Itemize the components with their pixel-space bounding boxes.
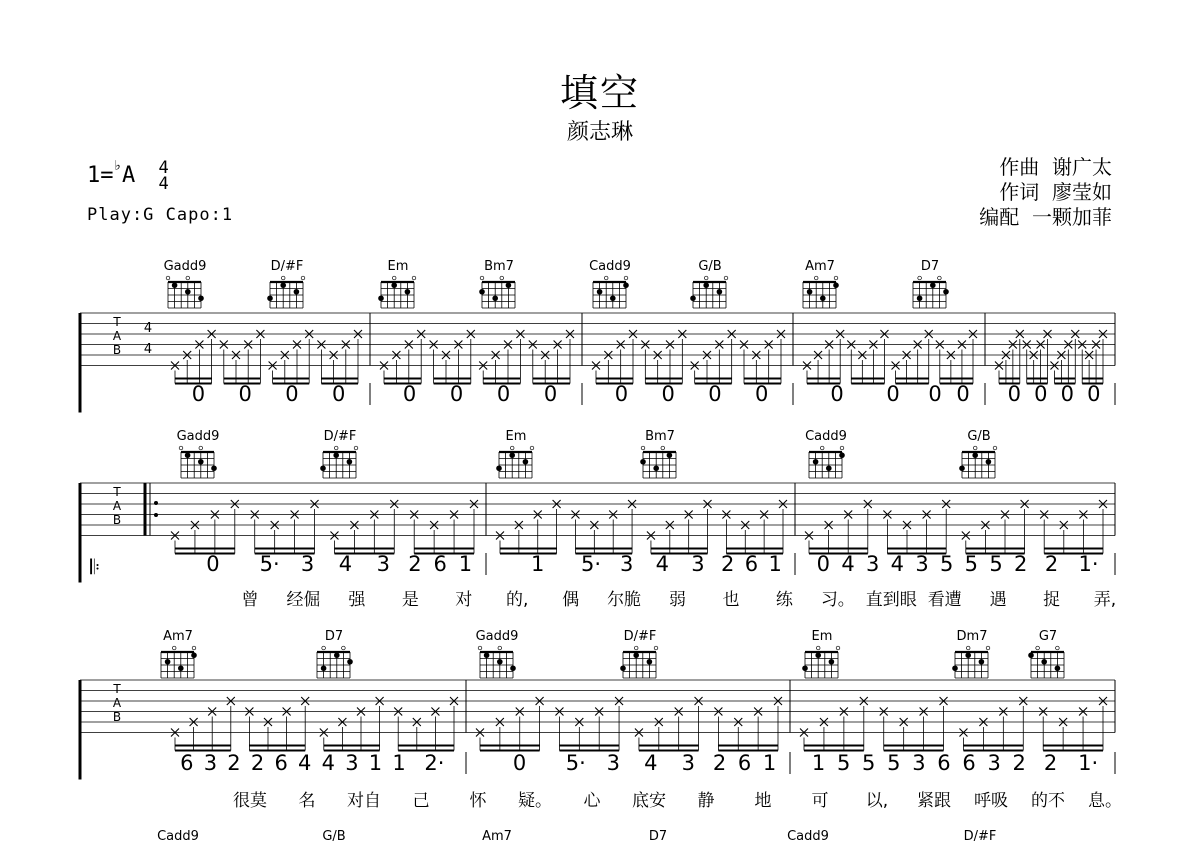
lyric-word: 的不 bbox=[1031, 791, 1065, 811]
numeric-note: 4 bbox=[841, 552, 855, 576]
chord-diagram bbox=[267, 259, 305, 308]
chord-dot bbox=[813, 459, 819, 465]
chord-diagram bbox=[378, 259, 416, 308]
chord-diagram bbox=[952, 629, 990, 678]
chord-diagram bbox=[913, 259, 949, 308]
open-string-mark bbox=[604, 276, 608, 280]
numeric-note: 1 bbox=[762, 751, 777, 775]
open-string-mark bbox=[281, 276, 285, 280]
chord-dot bbox=[497, 659, 503, 665]
numeric-note: 3 bbox=[987, 751, 1001, 775]
numeric-note: 5 bbox=[939, 552, 954, 576]
chord-dot bbox=[820, 295, 826, 301]
composer-credit: 作曲 谢广太 bbox=[999, 155, 1112, 179]
repeat-dot bbox=[154, 513, 158, 517]
chord-dot bbox=[943, 289, 949, 295]
numeric-note: 4 bbox=[655, 552, 669, 576]
open-string-mark bbox=[480, 276, 484, 280]
chord-name: G/B bbox=[322, 829, 346, 844]
chord-diagram bbox=[496, 429, 534, 478]
numeric-note: 2 bbox=[408, 552, 422, 576]
lyric-word: 己 bbox=[412, 791, 430, 811]
chord-dot bbox=[178, 665, 184, 671]
artist-name: 颜志琳 bbox=[566, 120, 633, 145]
numeric-note: 0 bbox=[708, 382, 722, 406]
chord-dot bbox=[347, 659, 353, 665]
open-string-mark bbox=[966, 646, 970, 650]
lyric-word: 习。 bbox=[820, 590, 855, 610]
numeric-note: 6 bbox=[937, 751, 951, 775]
chord-diagram bbox=[802, 629, 840, 678]
chord-dot bbox=[211, 465, 217, 471]
chord-dot bbox=[391, 282, 397, 288]
chord-name: G7 bbox=[1038, 629, 1058, 644]
lyric-word: 怀 bbox=[469, 791, 487, 811]
open-string-mark bbox=[654, 646, 658, 650]
chord-dot bbox=[829, 659, 835, 665]
chord-dot bbox=[333, 452, 339, 458]
numeric-note: 5 bbox=[964, 552, 979, 576]
chord-dot bbox=[334, 652, 340, 658]
chord-diagram bbox=[177, 429, 220, 478]
chord-dot bbox=[484, 652, 490, 658]
lyric-word: 紧跟 bbox=[917, 791, 951, 811]
chord-dot bbox=[280, 282, 286, 288]
chord-dot bbox=[597, 289, 603, 295]
numeric-note: 6 bbox=[274, 751, 288, 775]
chord-name: Am7 bbox=[805, 259, 835, 274]
tab-clef-letter: A bbox=[112, 499, 122, 513]
chord-dot bbox=[717, 289, 723, 295]
open-string-mark bbox=[301, 276, 305, 280]
numeric-note: 0 bbox=[614, 382, 629, 406]
numeric-note: 2 bbox=[250, 751, 265, 775]
numeric-note: 2 bbox=[1043, 751, 1058, 775]
chord-dot bbox=[959, 465, 965, 471]
tab-clef-letter: T bbox=[113, 485, 121, 499]
numeric-note: 3 bbox=[620, 552, 634, 576]
numeric-note: 1 bbox=[368, 751, 383, 775]
chord-diagram bbox=[479, 259, 515, 308]
numeric-note: 2 bbox=[712, 751, 727, 775]
numeric-note: 2 bbox=[720, 552, 735, 576]
chord-dot bbox=[165, 659, 171, 665]
numeric-note: 0 bbox=[886, 382, 900, 406]
time-denominator: 4 bbox=[158, 174, 169, 194]
tab-clef-letter: B bbox=[112, 710, 122, 724]
open-string-mark bbox=[530, 446, 534, 450]
chord-dot bbox=[690, 295, 696, 301]
chord-dot bbox=[1028, 652, 1034, 658]
chord-dot bbox=[952, 665, 958, 671]
lyric-word: 尔脆 bbox=[607, 590, 642, 610]
numeric-note: 4 bbox=[644, 751, 658, 775]
chord-name: Bm7 bbox=[484, 259, 514, 274]
lyric-word: 很莫 bbox=[233, 791, 267, 811]
chord-diagram bbox=[1028, 629, 1064, 678]
lyric-word: 呼吸 bbox=[974, 791, 1008, 811]
time-numerator: 4 bbox=[158, 158, 169, 178]
open-string-mark bbox=[392, 276, 396, 280]
numeric-note: 1 bbox=[392, 751, 406, 775]
open-string-mark bbox=[1056, 646, 1060, 650]
chord-diagram bbox=[317, 629, 353, 678]
open-string-mark bbox=[412, 276, 416, 280]
lyric-word: 偶 bbox=[562, 590, 580, 610]
open-string-mark bbox=[1036, 646, 1040, 650]
open-string-mark bbox=[172, 646, 176, 650]
lyric-word: 可 bbox=[811, 791, 829, 811]
open-string-mark bbox=[322, 646, 326, 650]
chord-dot bbox=[509, 452, 515, 458]
numeric-note: 2 bbox=[1012, 751, 1026, 775]
tab-time-bottom: 4 bbox=[143, 342, 153, 357]
numeric-note: 5 bbox=[989, 552, 1003, 576]
chord-dot bbox=[979, 659, 985, 665]
chord-dot bbox=[320, 465, 326, 471]
key-note: A bbox=[121, 163, 136, 188]
numeric-note: 3 bbox=[203, 751, 218, 775]
lyric-word: 静 bbox=[697, 791, 715, 811]
chord-diagram bbox=[620, 629, 658, 678]
lyric-word: 看遭 bbox=[927, 590, 962, 610]
numeric-note: 0 bbox=[331, 382, 346, 406]
chord-name: Cadd9 bbox=[589, 259, 631, 274]
chord-name: Cadd9 bbox=[157, 829, 199, 844]
open-string-mark bbox=[814, 276, 818, 280]
chord-name: G/B bbox=[698, 259, 722, 274]
chord-name: D7 bbox=[920, 259, 940, 274]
chord-dot bbox=[815, 652, 821, 658]
numeric-note: 4 bbox=[298, 751, 312, 775]
flat-sign: ♭ bbox=[113, 158, 122, 174]
chord-dot bbox=[640, 459, 646, 465]
chord-dot bbox=[972, 452, 978, 458]
lyric-word: 遇 bbox=[989, 590, 1007, 610]
numeric-note: 4 bbox=[338, 552, 353, 576]
play-capo-info: Play:G Capo:1 bbox=[87, 205, 234, 225]
chord-dot bbox=[917, 295, 923, 301]
lyric-word: 强 bbox=[348, 590, 366, 610]
tab-clef-letter: B bbox=[112, 513, 122, 527]
numeric-note: 3 bbox=[691, 552, 705, 576]
chord-dot bbox=[172, 282, 178, 288]
chord-diagram bbox=[164, 259, 207, 308]
numeric-note: 5 bbox=[836, 751, 851, 775]
chord-dot bbox=[833, 282, 839, 288]
chord-name: Gadd9 bbox=[176, 429, 220, 444]
open-string-mark bbox=[918, 276, 922, 280]
chord-diagram bbox=[161, 629, 197, 678]
numeric-note: 0 bbox=[512, 751, 527, 775]
numeric-note: 0 bbox=[1034, 382, 1048, 406]
lyric-word: 对 bbox=[455, 590, 473, 610]
numeric-note: 0 bbox=[754, 382, 769, 406]
chord-name: G/B bbox=[967, 429, 991, 444]
numeric-note: 0 bbox=[206, 552, 220, 576]
numeric-note: 6 bbox=[180, 751, 194, 775]
chord-dot bbox=[667, 452, 673, 458]
chord-dot bbox=[294, 289, 300, 295]
numeric-note: 0 bbox=[543, 382, 558, 406]
chord-dot bbox=[523, 459, 529, 465]
lyric-word: 是 bbox=[401, 590, 419, 610]
numeric-note: 5 bbox=[887, 751, 901, 775]
repeat-dot bbox=[154, 501, 158, 505]
lyric-word: 弄, bbox=[1093, 590, 1117, 610]
open-string-mark bbox=[498, 646, 502, 650]
open-string-mark bbox=[834, 276, 838, 280]
chord-dot bbox=[930, 282, 936, 288]
numeric-note: 2 bbox=[227, 751, 241, 775]
open-string-mark bbox=[973, 446, 977, 450]
chord-name: D/#F bbox=[623, 629, 657, 644]
chord-dot bbox=[496, 465, 502, 471]
numeric-note: 0 bbox=[496, 382, 511, 406]
lyric-word: 的, bbox=[505, 590, 529, 610]
open-string-mark bbox=[186, 276, 190, 280]
numeric-note: 2· bbox=[424, 751, 445, 775]
chord-dot bbox=[802, 665, 808, 671]
tab-clef-letter: B bbox=[112, 343, 122, 357]
open-string-mark bbox=[986, 646, 990, 650]
open-string-mark bbox=[724, 276, 728, 280]
chord-name: D/#F bbox=[963, 829, 997, 844]
open-string-mark bbox=[500, 276, 504, 280]
tab-time-top: 4 bbox=[143, 321, 153, 336]
chord-dot bbox=[1041, 659, 1047, 665]
chord-name: Gadd9 bbox=[163, 259, 207, 274]
lyric-word: 练 bbox=[775, 590, 793, 610]
chord-dot bbox=[633, 652, 639, 658]
tab-clef-letter: A bbox=[112, 329, 122, 343]
numeric-note: 0 bbox=[816, 552, 831, 576]
numeric-note: 0 bbox=[191, 382, 206, 406]
chord-dot bbox=[267, 295, 273, 301]
chord-dot bbox=[986, 459, 992, 465]
numeric-note: 0 bbox=[1087, 382, 1101, 406]
song-title: 填空 bbox=[559, 71, 640, 115]
chord-dot bbox=[965, 652, 971, 658]
numeric-note: 1 bbox=[530, 552, 545, 576]
numeric-note: 3 bbox=[376, 552, 390, 576]
numeric-note: 6 bbox=[744, 552, 759, 576]
repeat-start-numeric: 𝄆 bbox=[90, 555, 100, 579]
chord-dot bbox=[492, 295, 498, 301]
lyric-word: 息。 bbox=[1088, 791, 1122, 811]
numeric-note: 0 bbox=[1060, 382, 1074, 406]
chord-name: Em bbox=[811, 629, 833, 644]
chord-name: Bm7 bbox=[645, 429, 675, 444]
open-string-mark bbox=[634, 646, 638, 650]
open-string-mark bbox=[816, 646, 820, 650]
chord-dot bbox=[198, 295, 204, 301]
open-string-mark bbox=[192, 646, 196, 650]
lyric-word: 直到眼 bbox=[865, 590, 917, 610]
numeric-note: 0 bbox=[285, 382, 299, 406]
chord-name: Gadd9 bbox=[475, 629, 519, 644]
chord-dot bbox=[185, 289, 191, 295]
chord-name: Em bbox=[387, 259, 409, 274]
numeric-note: 5 bbox=[862, 751, 876, 775]
numeric-note: 0 bbox=[928, 382, 942, 406]
chord-diagram bbox=[959, 429, 997, 478]
open-string-mark bbox=[704, 276, 708, 280]
open-string-mark bbox=[641, 446, 645, 450]
numeric-note: 0 bbox=[402, 382, 417, 406]
lyric-word: 名 bbox=[298, 791, 316, 811]
open-string-mark bbox=[840, 446, 844, 450]
lyric-word: 也 bbox=[722, 590, 740, 610]
chord-diagram bbox=[805, 429, 847, 478]
tab-clef-letter: A bbox=[112, 696, 122, 710]
chord-dot bbox=[506, 282, 512, 288]
numeric-note: 3 bbox=[606, 751, 620, 775]
chord-dot bbox=[623, 282, 629, 288]
chord-dot bbox=[839, 452, 845, 458]
numeric-note: 6 bbox=[433, 552, 447, 576]
chord-dot bbox=[647, 659, 653, 665]
chord-name: D7 bbox=[648, 829, 668, 844]
lyric-word: 底安 bbox=[632, 791, 666, 811]
open-string-mark bbox=[624, 276, 628, 280]
numeric-note: 5· bbox=[565, 751, 586, 775]
chord-dot bbox=[378, 295, 384, 301]
chord-dot bbox=[510, 665, 516, 671]
arranger-credit: 编配 一颗加菲 bbox=[979, 205, 1112, 229]
numeric-note: 0 bbox=[956, 382, 970, 406]
open-string-mark bbox=[836, 646, 840, 650]
chord-diagram bbox=[640, 429, 676, 478]
tab-clef-letter: T bbox=[113, 315, 121, 329]
chord-diagram bbox=[803, 259, 839, 308]
numeric-note: 4 bbox=[321, 751, 335, 775]
chord-name: Cadd9 bbox=[805, 429, 847, 444]
chord-name: Em bbox=[505, 429, 527, 444]
key-prefix: 1= bbox=[87, 163, 114, 188]
lyric-word: 疑。 bbox=[518, 791, 552, 811]
chord-dot bbox=[191, 652, 197, 658]
lyric-word: 捉 bbox=[1043, 590, 1061, 610]
numeric-note: 0 bbox=[661, 382, 675, 406]
chord-name: Cadd9 bbox=[787, 829, 829, 844]
numeric-note: 3 bbox=[300, 552, 315, 576]
numeric-note: 0 bbox=[1007, 382, 1021, 406]
numeric-note: 3 bbox=[915, 552, 929, 576]
chord-dot bbox=[198, 459, 204, 465]
lyric-word: 曾 bbox=[241, 590, 259, 610]
open-string-mark bbox=[510, 446, 514, 450]
numeric-note: 1· bbox=[1078, 751, 1099, 775]
numeric-note: 3 bbox=[345, 751, 359, 775]
numeric-note: 5· bbox=[259, 552, 280, 576]
open-string-mark bbox=[478, 646, 482, 650]
open-string-mark bbox=[820, 446, 824, 450]
lyric-word: 弱 bbox=[669, 590, 686, 610]
chord-name: D7 bbox=[324, 629, 344, 644]
chord-dot bbox=[405, 289, 411, 295]
numeric-note: 1 bbox=[458, 552, 473, 576]
lyric-word: 以, bbox=[865, 791, 889, 811]
chord-diagram bbox=[476, 629, 519, 678]
lyricist-credit: 作词 廖莹如 bbox=[999, 180, 1112, 204]
chord-diagram bbox=[320, 429, 358, 478]
open-string-mark bbox=[179, 446, 183, 450]
chord-name: D/#F bbox=[270, 259, 304, 274]
chord-dot bbox=[620, 665, 626, 671]
open-string-mark bbox=[661, 446, 665, 450]
numeric-note: 0 bbox=[449, 382, 464, 406]
numeric-note: 1 bbox=[768, 552, 782, 576]
chord-dot bbox=[807, 289, 813, 295]
chord-dot bbox=[1055, 665, 1061, 671]
numeric-note: 4 bbox=[890, 552, 905, 576]
numeric-note: 0 bbox=[830, 382, 844, 406]
numeric-note: 1 bbox=[811, 751, 826, 775]
numeric-note: 3 bbox=[681, 751, 695, 775]
numeric-note: 6 bbox=[962, 751, 976, 775]
numeric-note: 1· bbox=[1078, 552, 1099, 576]
numeric-note: 2 bbox=[1044, 552, 1059, 576]
open-string-mark bbox=[354, 446, 358, 450]
open-string-mark bbox=[993, 446, 997, 450]
chord-name: Am7 bbox=[482, 829, 512, 844]
chord-dot bbox=[703, 282, 709, 288]
chord-diagram bbox=[690, 259, 728, 308]
numeric-note: 5· bbox=[581, 552, 602, 576]
lyric-word: 经倔 bbox=[286, 590, 321, 610]
chord-dot bbox=[185, 452, 191, 458]
tab-clef-letter: T bbox=[113, 682, 121, 696]
lyric-word: 地 bbox=[754, 791, 772, 811]
numeric-note: 6 bbox=[737, 751, 752, 775]
numeric-note: 0 bbox=[238, 382, 252, 406]
open-string-mark bbox=[342, 646, 346, 650]
open-string-mark bbox=[938, 276, 942, 280]
open-string-mark bbox=[334, 446, 338, 450]
chord-dot bbox=[610, 295, 616, 301]
chord-dot bbox=[653, 465, 659, 471]
chord-dot bbox=[321, 665, 327, 671]
numeric-note: 3 bbox=[865, 552, 880, 576]
chord-name: Am7 bbox=[163, 629, 193, 644]
chord-dot bbox=[347, 459, 353, 465]
numeric-note: 2 bbox=[1013, 552, 1028, 576]
chord-diagram bbox=[589, 259, 631, 308]
lyric-word: 心 bbox=[583, 791, 601, 811]
chord-dot bbox=[479, 289, 485, 295]
open-string-mark bbox=[199, 446, 203, 450]
chord-dot bbox=[826, 465, 832, 471]
open-string-mark bbox=[166, 276, 170, 280]
lyric-word: 对自 bbox=[347, 791, 381, 811]
chord-name: D/#F bbox=[323, 429, 357, 444]
numeric-note: 3 bbox=[912, 751, 926, 775]
chord-name: Dm7 bbox=[956, 629, 988, 644]
